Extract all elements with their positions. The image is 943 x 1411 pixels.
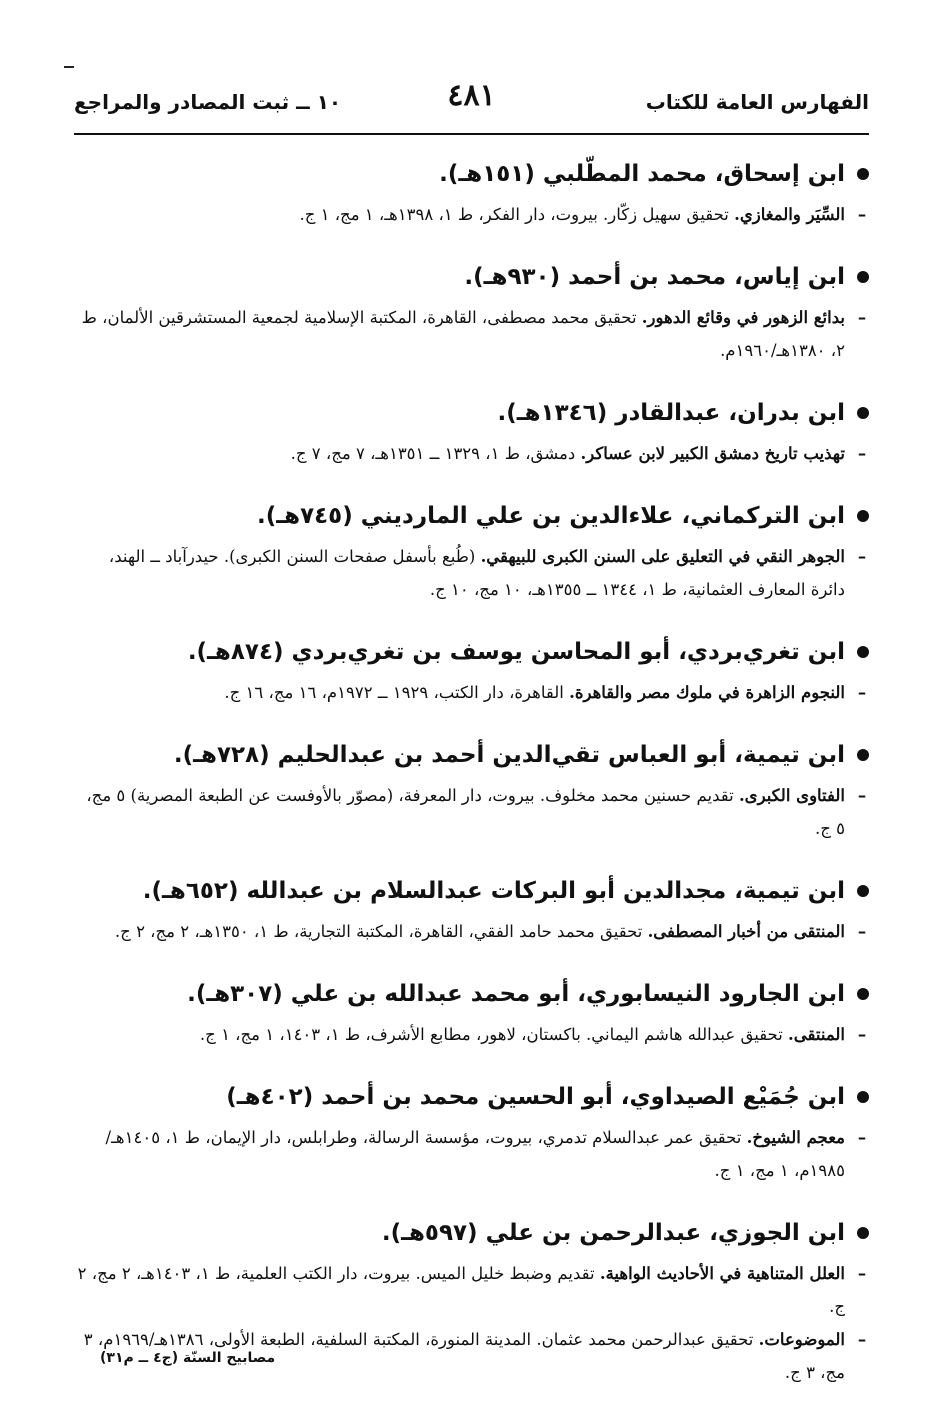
bibliography-entry bbox=[74, 731, 869, 845]
work-title: النجوم الزاهرة في ملوك مصر والقاهرة. bbox=[569, 683, 845, 702]
work-item bbox=[74, 779, 869, 845]
bibliography-entry bbox=[74, 253, 869, 367]
work-details: تقديم حسنين محمد مخلوف. بيروت، دار المعرفة، (مصوّر بالأوفست عن الطبعة المصرية) ٥ مج، ٥ ج. bbox=[86, 786, 845, 838]
running-header bbox=[74, 78, 869, 122]
author-name: ابن تغري‌بردي، أبو المحاسن يوسف بن تغري‌بردي (٨٧٤هـ). bbox=[187, 639, 845, 665]
work-details: تحقيق عبدالله هاشم اليماني. باكستان، لاهور، مطابع الأشرف، ط ١، ١٤٠٣، ١ مج، ١ ج. bbox=[199, 1025, 789, 1044]
dash-icon: – bbox=[857, 1264, 867, 1283]
bullet-icon bbox=[857, 407, 869, 419]
author-name: ابن الجوزي، عبدالرحمن بن علي (٥٩٧هـ). bbox=[381, 1220, 845, 1246]
entry-heading bbox=[74, 628, 869, 676]
bibliography-list bbox=[74, 150, 869, 1411]
page-edge-mark bbox=[64, 66, 74, 68]
work-citation bbox=[74, 1257, 845, 1323]
dash-icon: – bbox=[857, 786, 867, 805]
work-citation bbox=[74, 540, 845, 606]
bullet-icon bbox=[857, 168, 869, 180]
work-citation bbox=[74, 1018, 845, 1051]
work-title: العلل المتناهية في الأحاديث الواهية. bbox=[599, 1264, 845, 1283]
entry-heading bbox=[74, 731, 869, 779]
work-item bbox=[74, 198, 869, 231]
work-details: تحقيق محمد حامد الفقي، القاهرة، المكتبة التجارية، ط ١، ١٣٥٠هـ، ٢ مج، ٢ ج. bbox=[114, 922, 648, 941]
dash-icon: – bbox=[857, 1330, 867, 1349]
work-citation bbox=[74, 1121, 845, 1187]
work-citation bbox=[74, 779, 845, 845]
bullet-icon bbox=[857, 749, 869, 761]
dash-icon: – bbox=[857, 308, 867, 327]
bullet-icon bbox=[857, 646, 869, 658]
bibliography-entry bbox=[74, 389, 869, 470]
entry-heading bbox=[74, 389, 869, 437]
author-name: ابن بدران، عبدالقادر (١٣٤٦هـ). bbox=[497, 400, 845, 426]
work-item bbox=[74, 1257, 869, 1323]
work-title: الجوهر النقي في التعليق على السنن الكبرى للبيهقي. bbox=[480, 547, 845, 566]
work-details: تحقيق عبدالرحمن محمد عثمان. المدينة المنورة، المكتبة السلفية، الطبعة الأولى، ١٣٨٦هـ/١٩٦٩م، ٣ مج، ٣ ج. bbox=[83, 1330, 845, 1382]
author-name: ابن الجارود النيسابوري، أبو محمد عبدالله بن علي (٣٠٧هـ). bbox=[187, 981, 845, 1007]
work-title: تهذيب تاريخ دمشق الكبير لابن عساكر. bbox=[580, 444, 845, 463]
author-name: ابن التركماني، علاءالدين بن علي المارديني (٧٤٥هـ). bbox=[257, 503, 845, 529]
bullet-icon bbox=[857, 1227, 869, 1239]
author-name: ابن إياس، محمد بن أحمد (٩٣٠هـ). bbox=[464, 264, 845, 290]
author-name: ابن جُمَيْع الصيداوي، أبو الحسين محمد بن أحمد (٤٠٢هـ) bbox=[226, 1084, 845, 1110]
work-citation bbox=[74, 676, 845, 709]
dash-icon: – bbox=[857, 922, 867, 941]
work-details: القاهرة، دار الكتب، ١٩٢٩ ــ ١٩٧٢م، ١٦ مج، ١٦ ج. bbox=[224, 683, 570, 702]
dash-icon: – bbox=[857, 1128, 867, 1147]
bibliography-entry bbox=[74, 492, 869, 606]
work-citation bbox=[74, 198, 845, 231]
bibliography-entry bbox=[74, 628, 869, 709]
entry-heading bbox=[74, 867, 869, 915]
bullet-icon bbox=[857, 1091, 869, 1103]
work-item bbox=[74, 915, 869, 948]
bullet-icon bbox=[857, 885, 869, 897]
bullet-icon bbox=[857, 271, 869, 283]
work-item bbox=[74, 1018, 869, 1051]
work-details: تحقيق محمد مصطفى، القاهرة، المكتبة الإسلامية لجمعية المستشرقين الألمان، ط ٢، ١٣٨٠هـ/١٩٦٠م. bbox=[81, 308, 845, 360]
work-details: (طُبع بأسفل صفحات السنن الكبرى). حيدرآباد ــ الهند، دائرة المعارف العثمانية، ط ١، ١٣٤٤ ــ ١٣٥٥هـ، ١٠ مج، ١٠ ج. bbox=[108, 547, 845, 599]
work-citation bbox=[74, 437, 845, 470]
entry-heading bbox=[74, 970, 869, 1018]
work-title: بدائع الزهور في وقائع الدهور. bbox=[641, 308, 845, 327]
dash-icon: – bbox=[857, 205, 867, 224]
work-item bbox=[74, 676, 869, 709]
work-item bbox=[74, 1121, 869, 1187]
work-citation bbox=[74, 301, 845, 367]
entry-heading bbox=[74, 150, 869, 198]
running-title-left: ١٠ ــ ثبت المصادر والمراجع bbox=[74, 90, 342, 114]
author-name: ابن تيمية، أبو العباس تقي‌الدين أحمد بن عبدالحليم (٧٢٨هـ). bbox=[173, 742, 845, 768]
entry-heading bbox=[74, 492, 869, 540]
work-details: دمشق، ط ١، ١٣٢٩ ــ ١٣٥١هـ، ٧ مج، ٧ ج. bbox=[290, 444, 581, 463]
author-name: ابن إسحاق، محمد المطّلبي (١٥١هـ). bbox=[439, 161, 845, 187]
printer-signature: مصابيح السنّة (ج٤ ــ م٣١) bbox=[100, 1350, 276, 1366]
work-details: تحقيق عمر عبدالسلام تدمري، بيروت، مؤسسة الرسالة، وطرابلس، دار الإيمان، ط ١، ١٤٠٥هـ/١٩٨٥م، ١ مج، ١ ج. bbox=[105, 1128, 845, 1180]
work-item bbox=[74, 437, 869, 470]
work-citation bbox=[74, 915, 845, 948]
work-details: تقديم وضبط خليل الميس. بيروت، دار الكتب العلمية، ط ١، ١٤٠٣هـ، ٢ مج، ٢ ج. bbox=[77, 1264, 845, 1316]
work-title: الفتاوى الكبرى. bbox=[738, 786, 845, 805]
work-item bbox=[74, 540, 869, 606]
work-title: السِّيَر والمغازي. bbox=[734, 205, 845, 224]
header-rule bbox=[74, 133, 869, 135]
entry-heading bbox=[74, 1209, 869, 1257]
bibliography-entry bbox=[74, 867, 869, 948]
entry-heading bbox=[74, 253, 869, 301]
bullet-icon bbox=[857, 988, 869, 1000]
work-item bbox=[74, 301, 869, 367]
work-title: المنتقى من أخبار المصطفى. bbox=[647, 922, 845, 941]
page-number: ٤٨١ bbox=[447, 78, 496, 113]
author-name: ابن تيمية، مجدالدين أبو البركات عبدالسلام بن عبدالله (٦٥٢هـ). bbox=[142, 878, 845, 904]
work-title: الموضوعات. bbox=[758, 1330, 845, 1349]
entry-heading bbox=[74, 1073, 869, 1121]
dash-icon: – bbox=[857, 547, 867, 566]
bibliography-entry bbox=[74, 150, 869, 231]
bibliography-entry bbox=[74, 970, 869, 1051]
work-title: معجم الشيوخ. bbox=[746, 1128, 845, 1147]
bullet-icon bbox=[857, 510, 869, 522]
dash-icon: – bbox=[857, 1025, 867, 1044]
bibliography-entry bbox=[74, 1073, 869, 1187]
work-title: المنتقى. bbox=[788, 1025, 845, 1044]
running-title-right: الفهارس العامة للكتاب bbox=[645, 90, 869, 114]
dash-icon: – bbox=[857, 683, 867, 702]
dash-icon: – bbox=[857, 444, 867, 463]
work-details: تحقيق سهيل زكّار. بيروت، دار الفكر، ط ١، ١٣٩٨هـ، ١ مج، ١ ج. bbox=[299, 205, 735, 224]
